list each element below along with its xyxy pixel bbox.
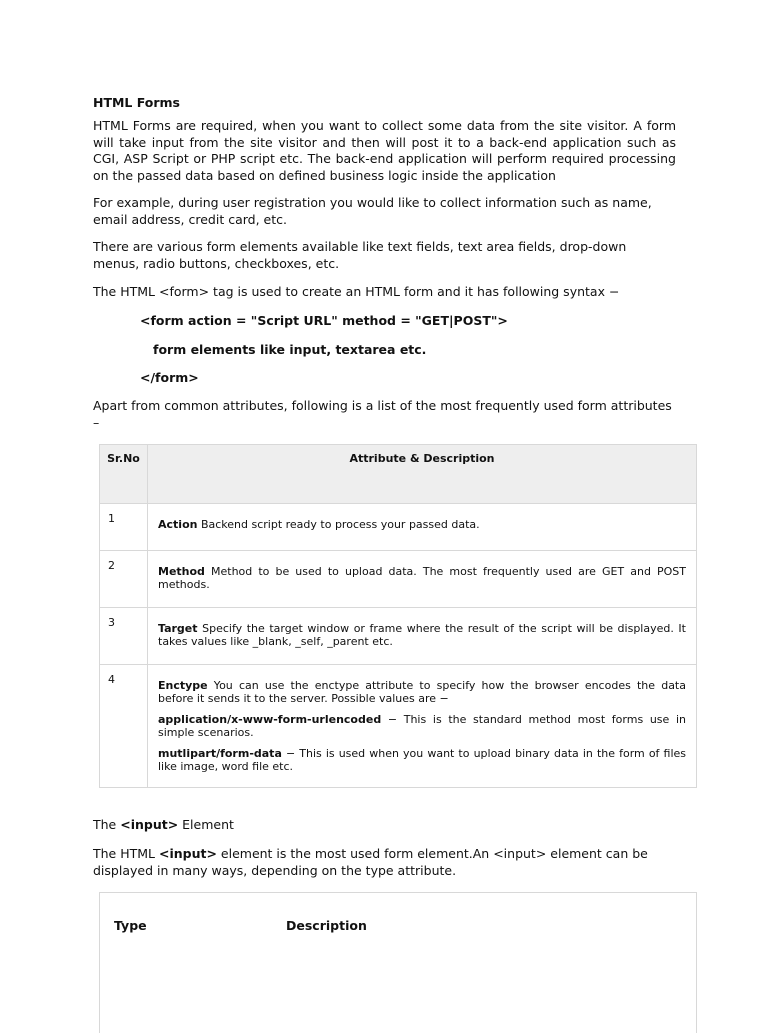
attribute-name: Method	[158, 565, 205, 578]
attribute-name: Action	[158, 518, 198, 531]
table-row	[100, 551, 697, 608]
row-number: 1	[100, 504, 148, 551]
header-type: Type	[114, 918, 147, 933]
code-line-form-elements: form elements like input, textarea etc.	[153, 342, 427, 357]
attribute-text: You can use the enctype attribute to specify how the browser encodes the data before it sends it to the server. Possible values are −	[158, 679, 686, 705]
enctype-value-name: mutlipart/form-data	[158, 747, 282, 760]
row-number: 2	[100, 551, 148, 608]
elements-paragraph: There are various form elements available like text fields, text area fields, drop-down menus, radio buttons, checkboxes, etc.	[93, 239, 627, 271]
header-description: Description	[286, 918, 367, 933]
header-attribute: Attribute & Description	[148, 445, 697, 504]
page-title: HTML Forms	[93, 95, 180, 110]
input-element-heading: The <input> Element	[93, 817, 234, 832]
example-paragraph: For example, during user registration you would like to collect information such as name, email address, credit card, etc.	[93, 195, 652, 227]
code-line-form-close: </form>	[140, 370, 199, 385]
table-row	[100, 608, 697, 665]
syntax-intro-paragraph: The HTML <form> tag is used to create an HTML form and it has following syntax −	[93, 284, 620, 299]
input-element-paragraph: The HTML <input> element is the most used form element.An <input> element can be displayed in many ways, depending on the type attribute.	[93, 846, 648, 878]
row-description	[148, 665, 697, 788]
attrs-intro-paragraph: Apart from common attributes, following is a list of the most frequently used form attributes –	[93, 398, 672, 430]
attribute-text: Specify the target window or frame where the result of the script will be displayed. It takes values like _blank, _self, _parent etc.	[158, 622, 686, 648]
table-row	[100, 665, 697, 788]
enctype-value-text: − This is used when you want to upload binary data in the form of files like image, word file etc.	[158, 747, 686, 773]
table-header-row	[100, 445, 697, 504]
input-types-table	[99, 892, 697, 1033]
attribute-name: Target	[158, 622, 198, 635]
row-description	[148, 608, 697, 665]
enctype-value-text: − This is the standard method most forms use in simple scenarios.	[158, 713, 686, 739]
attributes-table	[99, 444, 697, 788]
intro-paragraph: HTML Forms are required, when you want to collect some data from the site visitor. A form will take input from the site visitor and then will post it to a back-end application such as CGI, ASP Script or PHP script etc. The back-end application will perform required processing on the passed data based on defined business logic inside the application	[93, 118, 676, 183]
header-srno: Sr.No	[100, 445, 148, 504]
row-number: 4	[100, 665, 148, 788]
code-line-form-open: <form action = "Script URL" method = "GET|POST">	[140, 313, 508, 328]
attribute-name: Enctype	[158, 679, 208, 692]
attribute-text: Backend script ready to process your passed data.	[197, 518, 480, 531]
row-number: 3	[100, 608, 148, 665]
attribute-text: Method to be used to upload data. The most frequently used are GET and POST methods.	[158, 565, 686, 591]
enctype-value-name: application/x-www-form-urlencoded	[158, 713, 382, 726]
row-description	[148, 504, 697, 551]
table-row	[100, 504, 697, 551]
row-description	[148, 551, 697, 608]
